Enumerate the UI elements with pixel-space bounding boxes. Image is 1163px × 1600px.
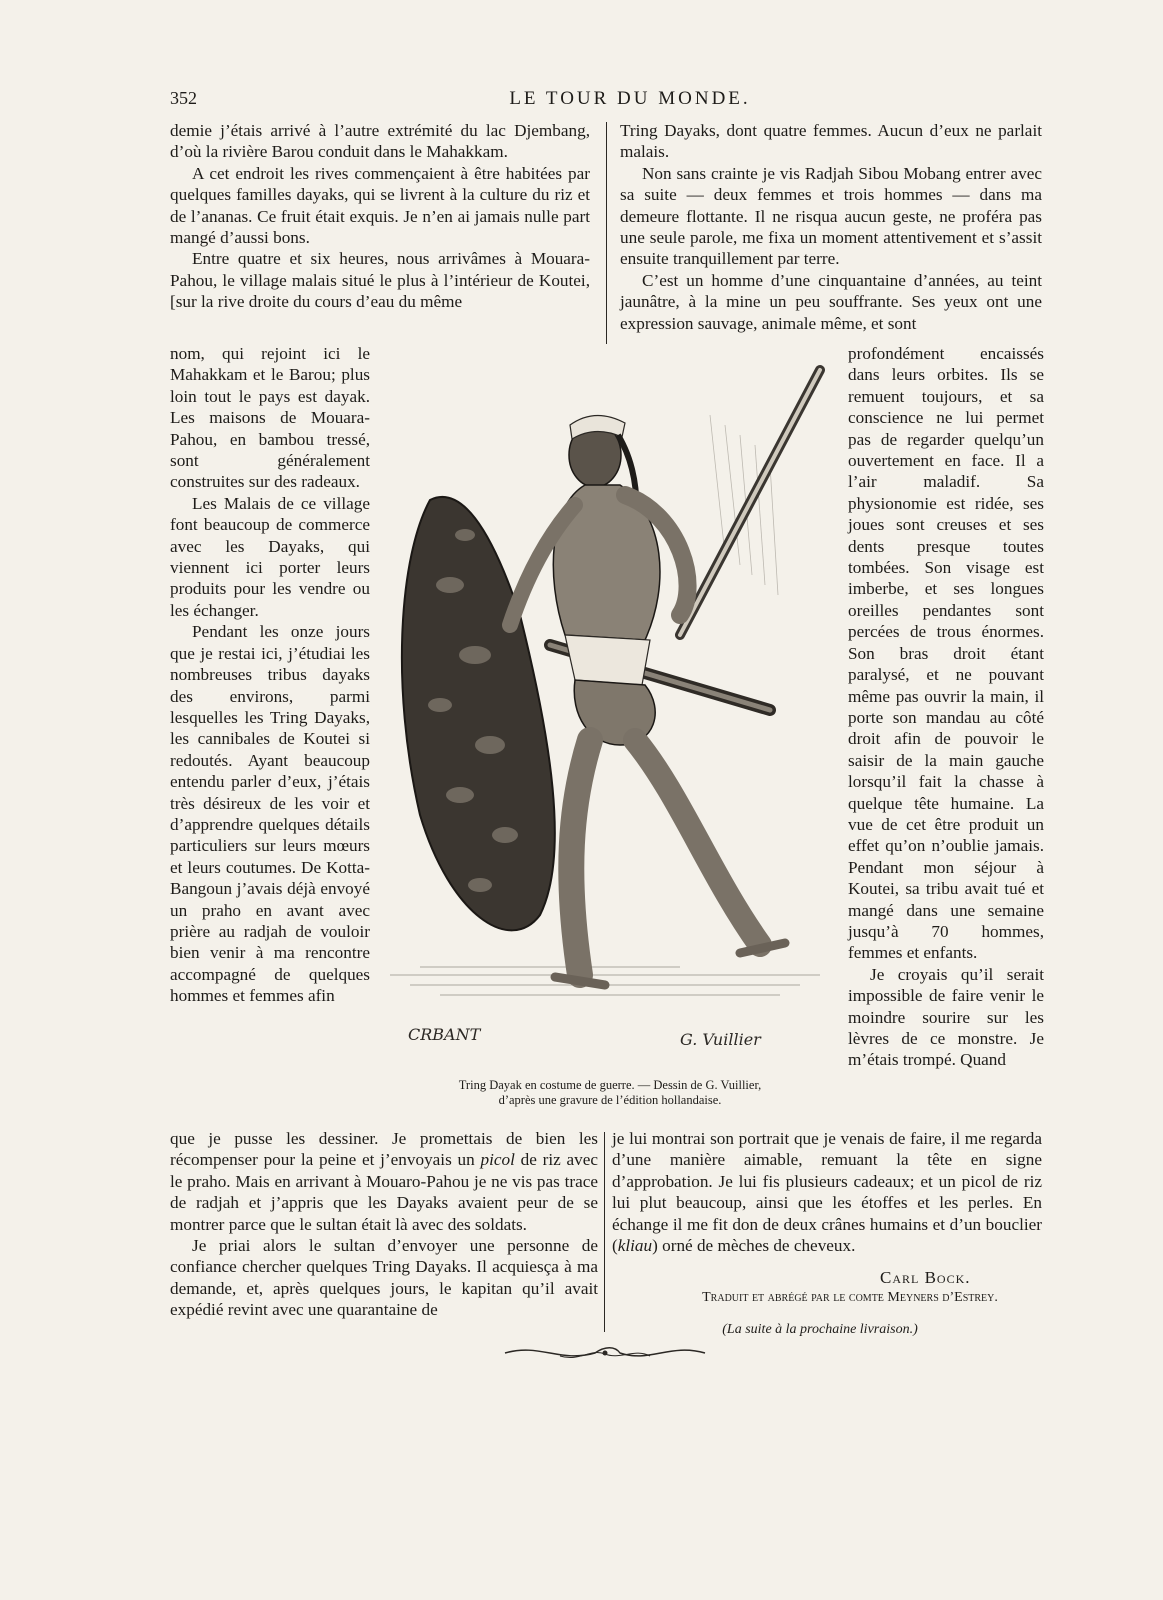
left-column-narrow [170,343,370,1007]
paragraph: Non sans crainte je vis Radjah Sibou Mobang entrer avec sa suite — deux femmes et trois hommes — dans ma demeure flottante. Il ne risqua aucun geste, ne proféra pas une seule parole, me fixa un moment attentivement et s’assit ensuite tranquillement par terre. [620,163,1042,269]
right-column-top [620,120,1042,334]
translator-credit: Traduit et abrégé par le comte Meyners d’Estrey. [702,1290,998,1305]
paragraph: Entre quatre et six heures, nous arrivâmes à Mouara-Pahou, le village malais situé le plus à l’intérieur de Koutei, [sur la rive droite du cours d’eau du même [170,249,590,312]
running-title: LE TOUR DU MONDE. [509,88,751,109]
caption-line: Tring Dayak en costume de guerre. — Dessin de G. Vuillier, [458,1078,762,1092]
paragraph: Pendant les onze jours que je restai ici, j’étudiai les nombreuses tribus dayaks des environs, parmi lesquelles les Tring Dayaks, les cannibales de Koutei si redoutés. Ayant beaucoup entendu parler d’eux, j’étais très désireux de les voir et d’apprendre quelques détails particuliers sur leurs mœurs et leurs coutumes. De Kotta-Bangoun j’avais déjà envoyé un praho en avant avec prière au radjah de vouloir bien venir à ma rencontre accompagné de quelques hommes et femmes afin [170,622,370,1006]
artist-signature-right: G. Vuillier [680,1030,761,1049]
paragraph [612,1128,1042,1256]
artist-signature-left: CRBANT [408,1025,481,1044]
paragraph: Je croyais qu’il serait impossible de faire venir le moindre sourire sur les lèvres de ce monstre. Je m’étais trompé. Quand [848,964,1044,1070]
caption-line: d’après une gravure de l’édition hollandaise. [498,1093,722,1107]
text-run: ) orné de mèches de cheveux. [652,1236,856,1256]
engraving-illustration [380,355,840,1075]
page-number: 352 [170,88,197,108]
paragraph: Je priai alors le sultan d’envoyer une personne de confiance chercher quelques Tring Dayaks. Il acquiesça à ma demande, et, après quelques jours, le kapitan qu’il avait expédié revint avec une quarantaine de [170,1236,598,1320]
paragraph: demie j’étais arrivé à l’autre extrémité du lac Djembang, d’où la rivière Barou conduit dans le Mahakkam. [170,121,590,162]
paragraph: profondément encaissés dans leurs orbites. Ils se remuent toujours, et sa conscience ne lui permet pas de regarder quelqu’un ouvertement en face. Il a l’air maladif. Sa physionomie est ridée, ses joues sont creuses et ses dents presque toutes tombées. Son visage est imberbe, et ses longues oreilles pendantes sont percées de trous énormes. Son bras droit étant paralysé, et ne pouvant même pas ouvrir la main, il porte son mandau au côté droit afin de pouvoir le saisir de la main gauche lorsqu’il fait la chasse à quelque tête humaine. La vue de cet être produit un effet qu’on n’oublie jamais. Pendant mon séjour à Koutei, sa tribu avait tué et mangé dans une semaine jusqu’à 70 hommes, femmes et enfants. [848,344,1044,963]
column-divider-top [606,122,607,344]
text-run: je lui montrai son portrait que je venais de faire, il me regarda d’une manière aimable, remuant la tête en signe d’approbation. Je lui fis plusieurs cadeaux; et un picol de riz lui plut beaucoup, ainsi que les étoffes et les perles. En échange il me fit don de deux crânes humains et d’un bouclier ( [612,1129,1042,1256]
paragraph [170,1128,598,1235]
end-ornament [500,1338,710,1368]
right-column-narrow [848,343,1044,1071]
column-divider-bottom [604,1132,605,1332]
left-column-top [170,120,590,313]
italic-term: kliau [617,1236,653,1256]
paragraph: Tring Dayaks, dont quatre femmes. Aucun d’eux ne parlait malais. [620,121,1042,162]
paragraph: nom, qui rejoint ici le Mahakkam et le Barou; plus loin tout le pays est dayak. Les maisons de Mouara-Pahou, en bambou tressé, sont généralement construites sur des radeaux. [170,344,370,492]
paragraph: A cet endroit les rives commençaient à être habitées par quelques familles dayaks, qui se livrent à la culture du riz et de l’ananas. Ce fruit était exquis. Je n’en ai jamais nulle part mangé d’aussi bons. [170,163,590,248]
text-run: que je pusse les dessiner. Je promettais de bien les récompenser pour la peine et j’envoyais un [170,1129,598,1170]
paragraph: C’est un homme d’une cinquantaine d’années, au teint jaunâtre, à la mine un peu souffrante. Ses yeux ont une expression sauvage, animale même, et sont [620,270,1042,333]
right-column-bottom [612,1128,1042,1256]
continuation-note: (La suite à la prochaine livraison.) [722,1322,918,1337]
paragraph: Les Malais de ce village font beaucoup de commerce avec les Dayaks, qui viennent ici porter leurs produits pour les vendre ou les échanger. [170,493,370,620]
text-run: de riz avec le praho. Mais en arrivant à Mouaro-Pahou je ne vis pas trace de radjah et j’appris que les Dayaks avaient peur de se montrer parce que le sultan était là avec des soldats. [170,1150,598,1234]
italic-term: picol [480,1150,515,1170]
author-signature: Carl Bock. [880,1268,971,1287]
left-column-bottom [170,1128,598,1321]
illustration-caption [400,1078,820,1108]
